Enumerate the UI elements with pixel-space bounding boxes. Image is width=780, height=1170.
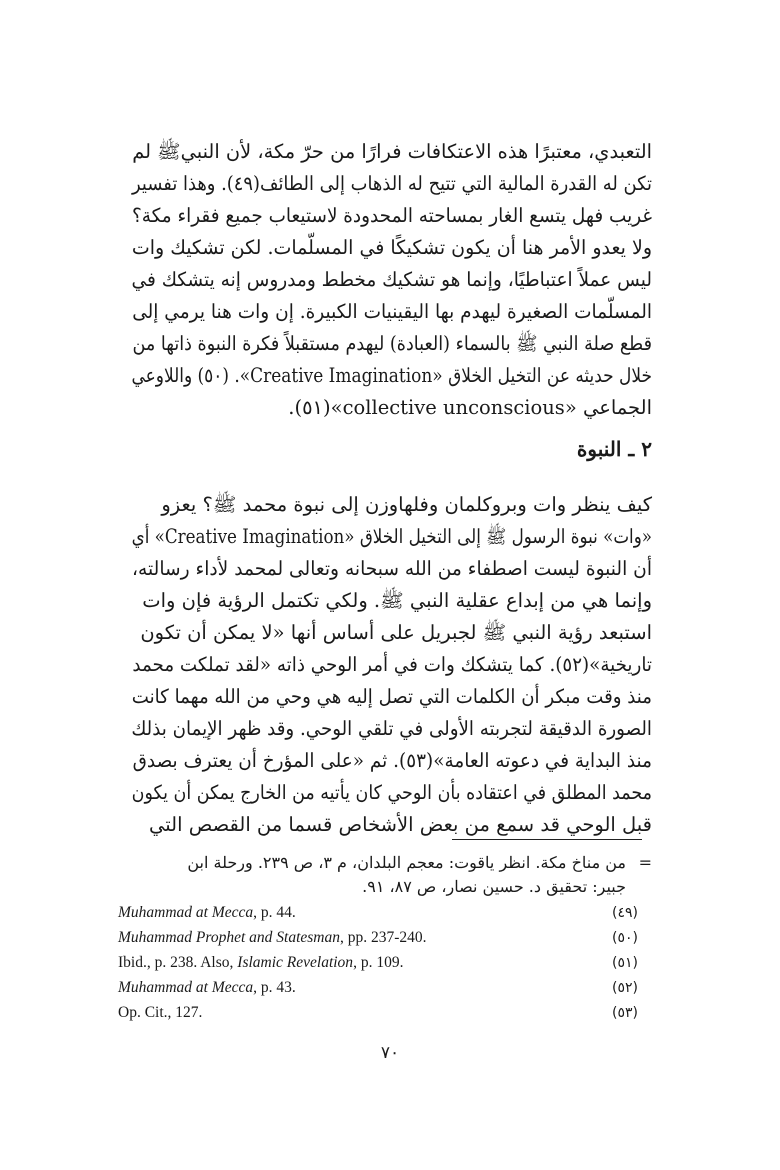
- footnote-text: Muhammad at Mecca, p. 44.: [118, 904, 296, 921]
- footnote-number: (٥٢): [612, 980, 638, 996]
- footnote-51: [118, 951, 638, 975]
- text-line: ليس عملاً اعتباطيًا، وإنما هو تشكيك مخطط ومدروس إنه يتشكك في: [131, 268, 653, 291]
- footnote-divider: [452, 839, 642, 840]
- text-line: محمد المطلق في اعتقاده بأن الوحي كان يأتيه من الخارج يمكن أن يكون: [131, 781, 652, 804]
- section-heading: ٢ ـ النبوة: [576, 437, 652, 461]
- text-line: أن النبوة ليست اصطفاء من الله سبحانه وتعالى لمحمد لأداء رسالته،: [132, 557, 652, 580]
- text-line: المسلّمات الصغيرة ليهدم بها اليقينيات الكبيرة. إن وات هنا يرمي إلى: [132, 300, 652, 323]
- footnote-text: Ibid., p. 238. Also, Islamic Revelation, p. 109.: [118, 954, 404, 971]
- footnote-continuation: [132, 851, 652, 899]
- footnote-continuation-marker: =: [638, 853, 652, 872]
- text-line: خلال حديثه عن التخيل الخلاق «Creative Imagination». (٥٠) واللاوعي: [131, 364, 652, 387]
- text-line: كيف ينظر وات وبروكلمان وفلهاوزن إلى نبوة محمد ﷺ؟ يعزو: [161, 493, 652, 516]
- footnote-52: [118, 976, 638, 1000]
- footnote-continuation-line: من مناخ مكة. انظر ياقوت: معجم البلدان، م ٣، ص ٢٣٩. ورحلة ابن: [187, 853, 626, 872]
- footnote-number: (٥٣): [612, 1005, 638, 1021]
- page-number: ٧٠: [380, 1043, 400, 1063]
- footnote-continuation-line: جبير: تحقيق د. حسين نصار، ص ٨٧، ٩١.: [362, 877, 626, 896]
- text-line: الصورة الدقيقة لتجربته الأولى في تلقي الوحي. وقد ظهر الإيمان بذلك: [131, 717, 652, 740]
- footnote-number: (٤٩): [612, 905, 638, 921]
- footnote-text: Muhammad Prophet and Statesman, pp. 237-240.: [118, 929, 427, 946]
- text-line: تاريخية»(٥٢). كما يتشكك وات في أمر الوحي ذاته «لقد تملكت محمد: [132, 653, 652, 676]
- text-line: «وات» نبوة الرسول ﷺ إلى التخيل الخلاق «Creative Imagination» أي: [131, 525, 652, 548]
- text-line: وإنما هي من إبداع عقلية النبي ﷺ. ولكي تكتمل الرؤية فإن وات: [142, 589, 652, 612]
- text-line: منذ البداية في دعوته العامة»(٥٣). ثم «على المؤرخ أن يعترف بصدق: [132, 749, 652, 772]
- text-line: التعبدي، معتبرًا هذه الاعتكافات فرارًا من حرّ مكة، لأن النبيﷺ لم: [132, 140, 652, 163]
- text-line: منذ وقت مبكر أن الكلمات التي تصل إليه هي وحي من الله مهما كانت: [131, 685, 652, 708]
- footnote-50: [118, 926, 638, 950]
- footnote-number: (٥١): [612, 955, 638, 971]
- text-line: قطع صلة النبي ﷺ بالسماء (العبادة) ليهدم مستقبلاً فكرة النبوة ذاتها من: [132, 332, 652, 355]
- text-line: قبل الوحي قد سمع من بعض الأشخاص قسما من القصص التي: [149, 813, 652, 836]
- footnote-49: [118, 901, 638, 925]
- paragraph-2: [132, 489, 652, 841]
- footnote-text: Muhammad at Mecca, p. 43.: [118, 979, 296, 996]
- footnote-text: Op. Cit., 127.: [118, 1004, 203, 1021]
- text-line: غريب فهل يتسع الغار بمساحته المحدودة لاستيعاب جميع فقراء مكة؟: [131, 204, 653, 227]
- footnote-number: (٥٠): [612, 930, 638, 946]
- text-line: الجماعي «collective unconscious»(٥١).: [288, 396, 652, 419]
- footnote-53: [118, 1001, 638, 1025]
- text-line: تكن له القدرة المالية التي تتيح له الذهاب إلى الطائف(٤٩). وهذا تفسير: [132, 172, 652, 195]
- paragraph-1: [132, 136, 652, 424]
- text-line: استبعد رؤية النبي ﷺ لجبريل على أساس أنها «لا يمكن أن تكون: [140, 621, 652, 644]
- text-line: ولا يعدو الأمر هنا أن يكون تشكيكًا في المسلّمات. لكن تشكيك وات: [131, 236, 653, 259]
